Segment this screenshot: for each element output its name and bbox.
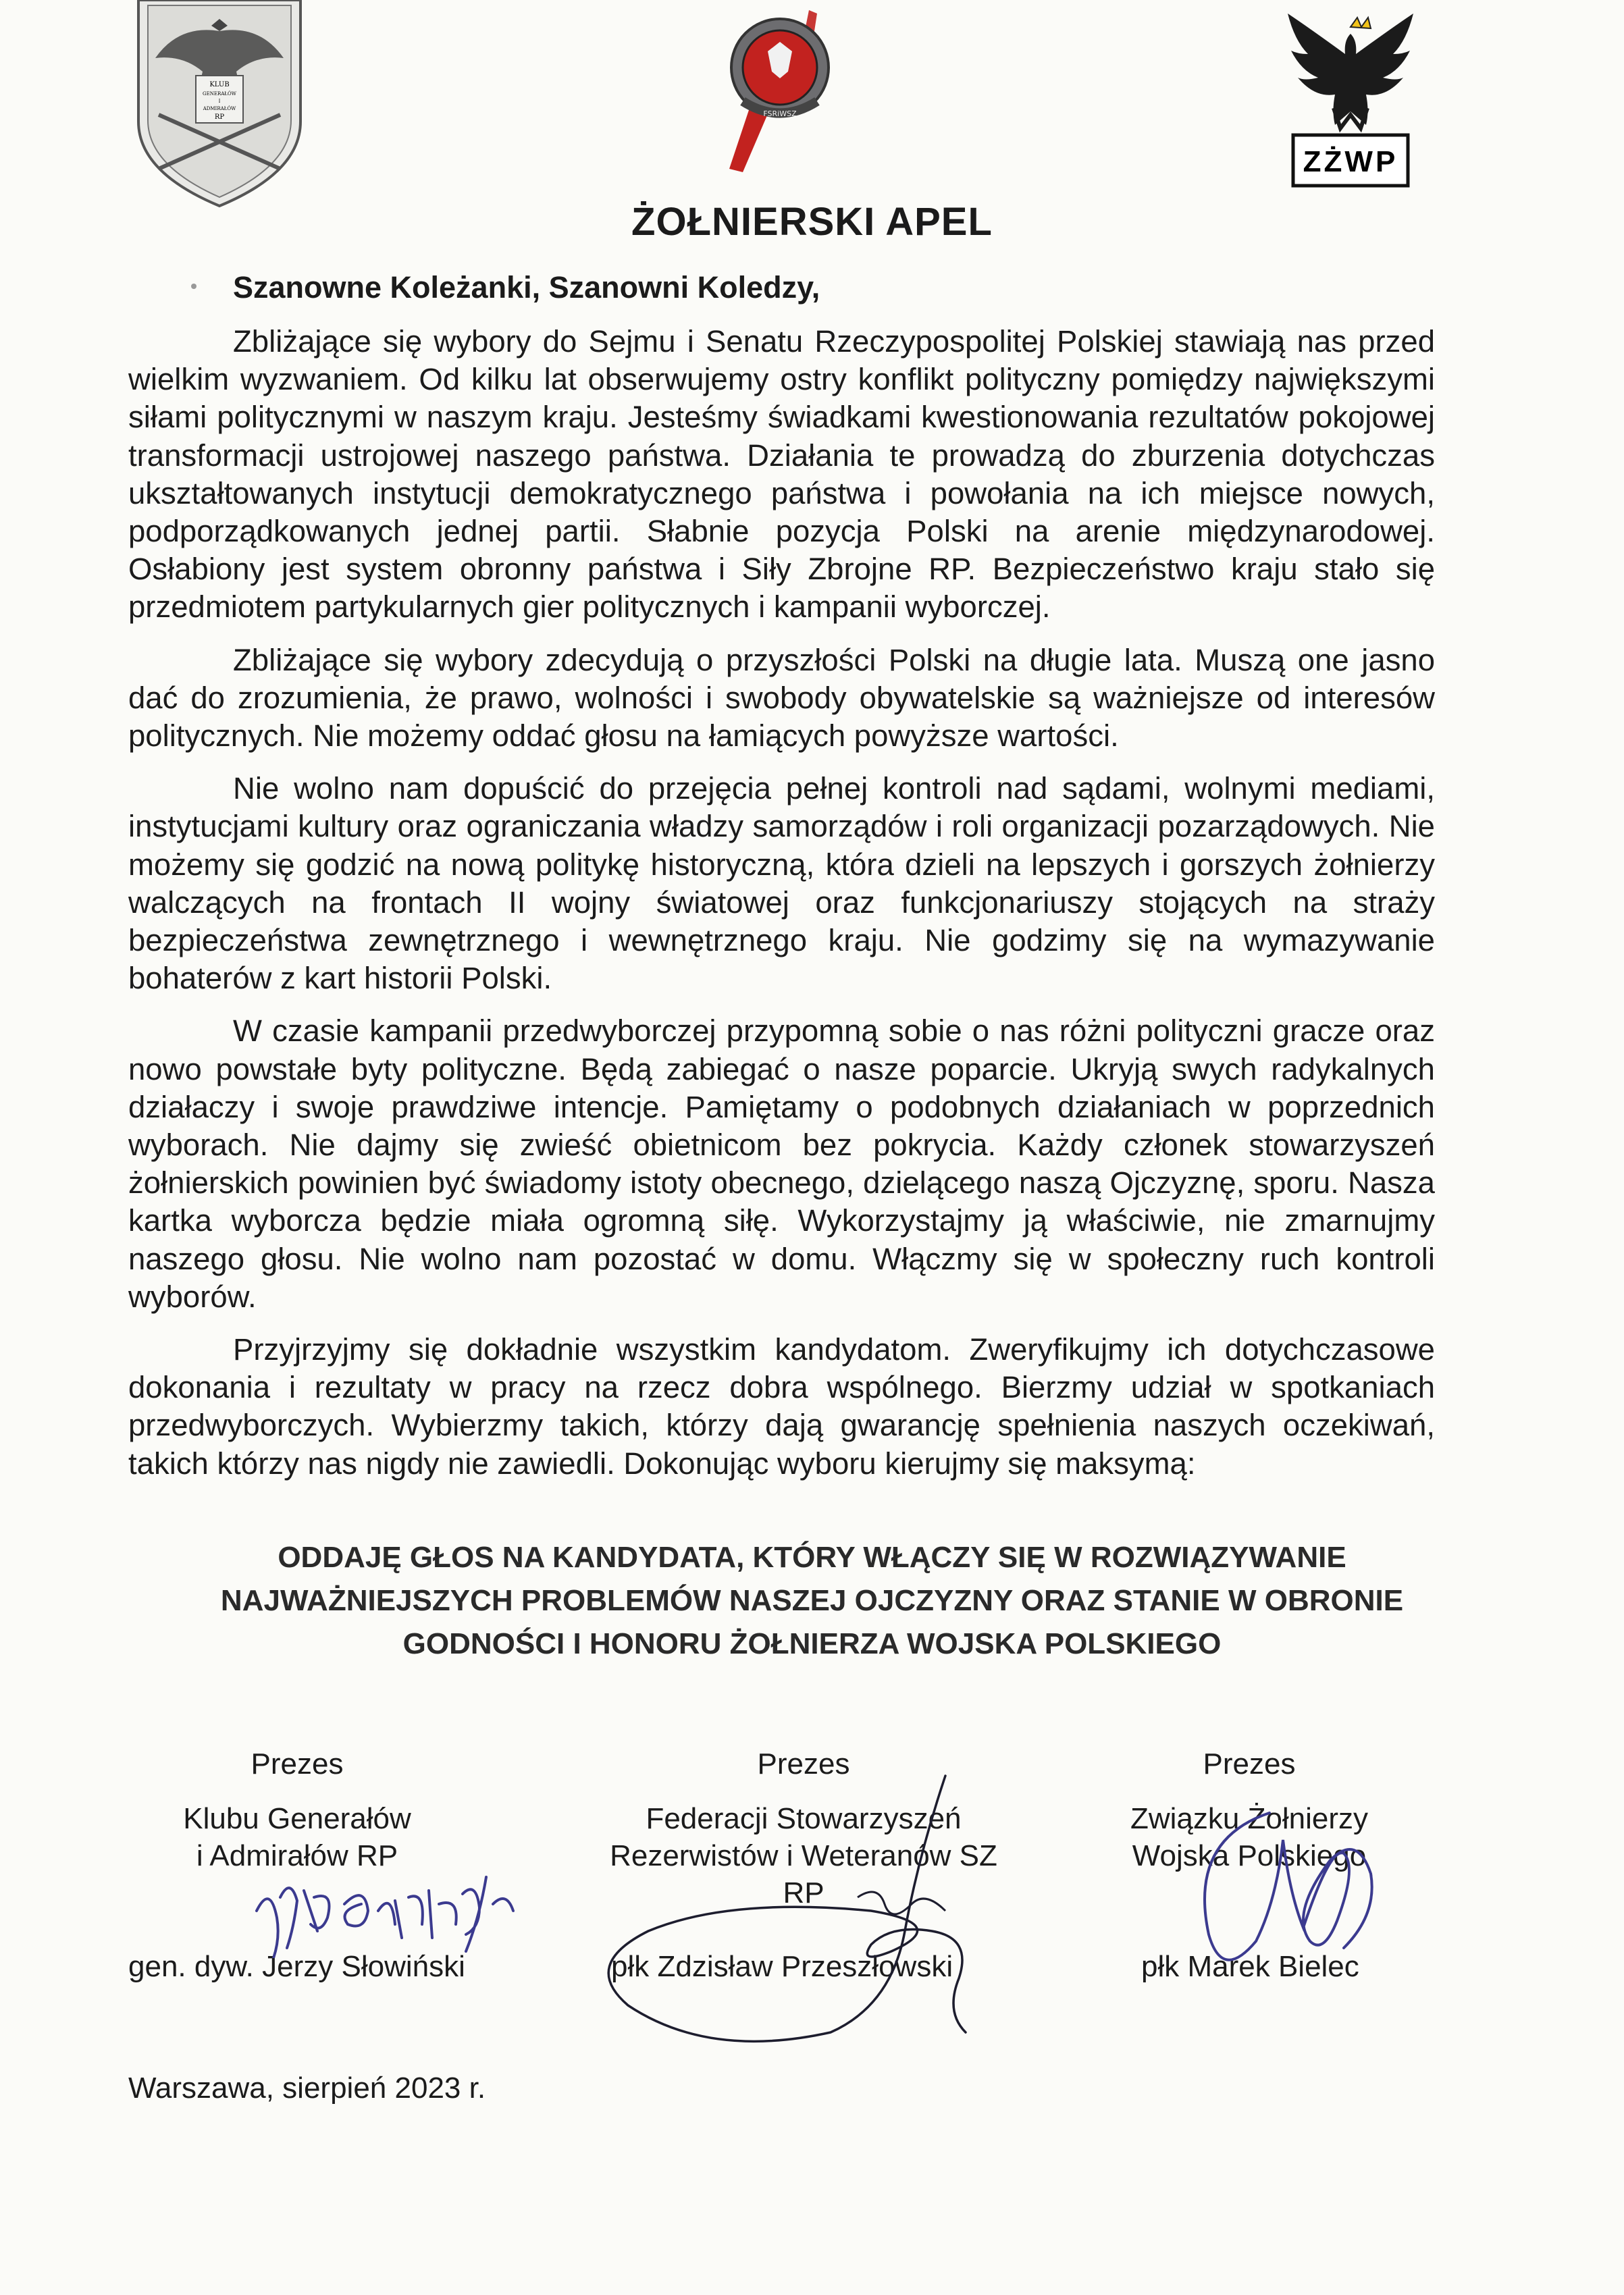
closing-maxim — [0, 1536, 1624, 1666]
closing-line: NAJWAŻNIEJSZYCH PROBLEMÓW NASZEJ OJCZYZNY ORAZ STANIE W OBRONIE — [220, 1584, 1404, 1617]
shield-text-5: RP — [214, 113, 225, 121]
signatory-org-line: i Admirałów RP — [196, 1839, 398, 1872]
place-and-date: Warszawa, sierpień 2023 r. — [128, 2072, 486, 2105]
signatory-block-2 — [587, 1745, 1020, 1983]
signatory-block-1 — [128, 1745, 466, 1983]
shield-text-1: KLUB — [209, 81, 230, 88]
klub-generalow-shield-logo — [132, 0, 307, 209]
shield-text-4: ADMIRAŁÓW — [203, 106, 236, 111]
letter-body — [128, 323, 1435, 1498]
paragraph-1: Zbliżające się wybory do Sejmu i Senatu Rzeczypospolitej Polskiej stawiają nas przed wielkim wyzwaniem. Od kilku lat obserwujemy ostry konflikt polityczny pomiędzy największymi siłami politycznymi w naszym kraju. Jesteśmy świadkami kwestionowania rezultatów pokojowej transformacji ustrojowej naszego państwa. Działania te prowadzą do zburzenia dotychczas ukształtowanych instytucji demokratycznego państwa i powołania na ich miejsce nowych, podporządkowanych jednej partii. Słabnie pozycja Polski na arenie międzynarodowej. Osłabiony jest system obronny państwa i Siły Zbrojne RP. Bezpieczeństwo kraju stało się przedmiotem partykularnych gier politycznych i kampanii wyborczej. — [128, 324, 1435, 625]
signatory-block-3 — [1107, 1745, 1391, 1983]
shield-text-3: I — [218, 99, 221, 104]
signatory-role: Prezes — [1203, 1747, 1296, 1780]
zzwp-plaque-text: ZŻWP — [1303, 145, 1398, 178]
signatory-name: płk Marek Bielec — [1141, 1950, 1359, 1983]
signatory-role: Prezes — [251, 1747, 344, 1780]
signatory-org-line: Wojska Polskiego — [1132, 1839, 1367, 1872]
signatory-name: gen. dyw. Jerzy Słowiński — [128, 1950, 465, 1983]
paragraph-2: Zbliżające się wybory zdecydują o przyszłości Polski na długie lata. Muszą one jasno dać do zrozumienia, że prawo, wolności i swobody obywatelskie są ważniejsze od interesów politycznych. Nie możemy oddać głosu na łamiących powyższe wartości. — [128, 642, 1435, 754]
badge-ribbon-text: FSRiWSZ — [763, 109, 797, 118]
paragraph-3: Nie wolno nam dopuścić do przejęcia pełnej kontroli nad sądami, wolnymi mediami, instytucjami kultury oraz ograniczania władzy samorządów i roli organizacji pozarządowych. Nie możemy się godzić na nową politykę historyczną, która dzieli na lepszych i gorszych żołnierzy walczących na frontach II wojny światowej oraz funkcjonariuszy stojących na straży bezpieczeństwa zewnętrznego i wewnętrznego kraju. Nie godzimy się na wymazywanie bohaterów z kart historii Polski. — [128, 771, 1435, 996]
federacja-badge-logo — [716, 0, 844, 176]
stray-mark — [191, 284, 197, 289]
paragraph-4: W czasie kampanii przedwyborczej przypomną sobie o nas różni polityczni gracze oraz nowo powstałe byty polityczne. Będą zabiegać o nasze poparcie. Ukryją swych radykalnych działaczy i swoje prawdziwe intencje. Pamiętamy o podobnych działaniach w poprzednich wyborach. Nie dajmy się zwieść obietnicom bez pokrycia. Każdy członek stowarzyszeń żołnierskich powinien być świadomy istoty obecnego, dzielącego naszą Ojczyznę, sporu. Nasza kartka wyborcza będzie miała ogromną siłę. Wykorzystajmy ją właściwie, nie zmarnujmy naszego głosu. Nie wolno nam pozostać w domu. Włączmy się w społeczny ruch kontroli wyborów. — [128, 1013, 1435, 1314]
signatory-org-line: Klubu Generałów — [183, 1802, 411, 1835]
paragraph-5: Przyjrzyjmy się dokładnie wszystkim kandydatom. Zweryfikujmy ich dotychczasowe dokonania i rezultaty w pracy na rzecz dobra wspólnego. Bierzmy udział w spotkaniach przedwyborczych. Wybierzmy takich, którzy dają gwarancję spełnienia naszych oczekiwań, takich którzy nas nigdy nie zawiedli. Dokonując wyboru kierujmy się maksymą: — [128, 1332, 1435, 1481]
salutation: Szanowne Koleżanki, Szanowni Koledzy, — [233, 270, 820, 305]
zzwp-eagle-logo — [1286, 0, 1415, 196]
closing-line: GODNOŚCI I HONORU ŻOŁNIERZA WOJSKA POLSKIEGO — [402, 1627, 1222, 1660]
closing-line: ODDAJĘ GŁOS NA KANDYDATA, KTÓRY WŁĄCZY SIĘ W ROZWIĄZYWANIE — [278, 1541, 1346, 1574]
signatory-role: Prezes — [757, 1747, 850, 1780]
signatory-name: płk Zdzisław Przeszłowski — [611, 1950, 953, 1983]
signatory-org-line: Związku Żołnierzy — [1130, 1802, 1369, 1835]
letter-title: ŻOŁNIERSKI APEL — [631, 200, 993, 244]
signature-1 — [250, 1870, 540, 1958]
signatory-org-line: Rezerwistów i Weteranów SZ RP — [610, 1839, 997, 1909]
shield-text-2: GENERAŁÓW — [203, 91, 236, 97]
signatory-org-line: Federacji Stowarzyszeń — [646, 1802, 962, 1835]
